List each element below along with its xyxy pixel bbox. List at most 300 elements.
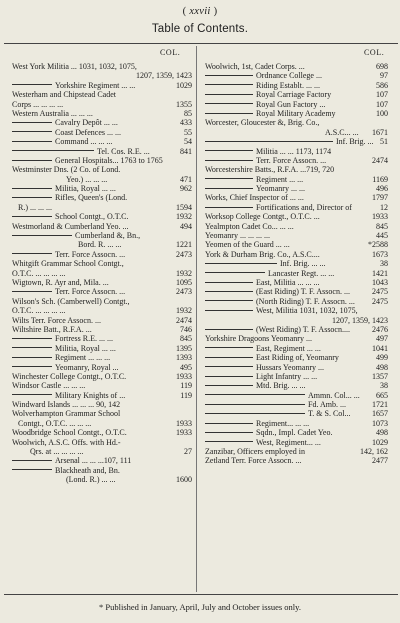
index-entry: [205, 184, 388, 193]
ditto-rule: [12, 291, 52, 292]
ditto-rule: [205, 291, 253, 292]
entry-label: Militia ... ... 1173, 1174: [205, 147, 331, 156]
entry-column-ref: 1355: [176, 99, 192, 109]
entry-label: Wolverhampton Grammar School: [12, 409, 121, 419]
ditto-rule: [205, 376, 253, 377]
entry-column-ref: 1932: [176, 268, 192, 278]
entry-column-ref: 845: [376, 221, 388, 231]
entry-label: Wigtown, R. Ayr and, Mila. ...: [12, 277, 109, 287]
entry-label: (East Riding) T. F. Assocn. ...: [205, 287, 350, 296]
entry-column-ref: 1932: [176, 306, 192, 316]
index-entry: [12, 287, 192, 296]
index-entry: [12, 334, 192, 343]
ditto-rule: [205, 432, 253, 433]
entry-column-ref: 1932: [176, 212, 192, 222]
entry-column-ref: 1673: [372, 249, 388, 259]
index-entry: [12, 409, 192, 418]
index-entry: [12, 212, 192, 221]
index-entry: [205, 400, 388, 409]
entry-label: Arsenal ... ... ...107, 111: [12, 456, 131, 465]
entry-column-ref: 55: [184, 127, 192, 137]
entry-label: Terr. Force Assocn. ...: [12, 287, 125, 296]
ditto-rule: [205, 357, 253, 358]
top-rule: [4, 43, 398, 44]
ditto-rule: [205, 394, 305, 395]
index-entry: [205, 278, 388, 287]
entry-column-ref: 499: [376, 353, 388, 363]
entry-column-ref: 471: [180, 174, 192, 184]
index-entry: [205, 269, 388, 278]
entry-label: Contgt., O.T.C. ... ... ...: [18, 418, 92, 428]
entry-label: Rifles, Queen's (Lond.: [12, 193, 127, 202]
index-entry: [205, 90, 388, 99]
index-entry: [205, 193, 388, 202]
entry-label: Yeomanry ... ...: [205, 184, 305, 193]
ditto-rule: [205, 272, 265, 273]
entry-column-ref: 1221: [176, 240, 192, 250]
ditto-rule: [12, 460, 52, 461]
entry-label: Hussars Yeomanry ...: [205, 363, 324, 372]
entry-column-ref: 2474: [176, 315, 192, 325]
bottom-rule: [4, 594, 398, 595]
index-entry: [12, 81, 192, 90]
entry-column-ref: 107: [376, 90, 388, 100]
entry-label: Worcester, Gloucester &, Brig. Co.,: [205, 118, 320, 128]
entry-label: T. & S. Col...: [205, 409, 351, 418]
ditto-rule: [205, 113, 253, 114]
entry-column-ref: 2474: [372, 155, 388, 165]
entry-column-ref: 1600: [176, 475, 192, 485]
entry-label: Regiment... ... ...: [205, 419, 309, 428]
index-entry: [205, 428, 388, 437]
index-entry: [12, 62, 192, 71]
index-entry: [12, 175, 192, 184]
ditto-rule: [205, 366, 253, 367]
index-entry: [12, 297, 192, 306]
entry-column-ref: 54: [184, 137, 192, 147]
entry-column-ref: 746: [180, 324, 192, 334]
entry-label: Lancaster Regt. ... ...: [205, 269, 334, 278]
index-entry: [12, 109, 192, 118]
entry-column-ref: 2475: [372, 296, 388, 306]
entry-column-ref: 2475: [372, 287, 388, 297]
index-entry: [205, 409, 388, 418]
entry-label: York & Durham Brig. Co., A.S.C....: [205, 249, 320, 259]
index-entry: [205, 363, 388, 372]
index-entry: [205, 250, 388, 259]
entry-label: Westmorland & Cumberland Yeo. ...: [12, 221, 129, 231]
index-entry: [12, 118, 192, 127]
entry-label: Mtd. Brig. ... ...: [205, 381, 306, 390]
ditto-rule: [205, 404, 305, 405]
entry-column-ref: 1671: [372, 127, 388, 137]
entry-label: (West Riding) T. F. Assocn....: [205, 325, 350, 334]
index-entry: [205, 334, 388, 343]
entry-label: Wilts Terr. Force Assocn. ...: [12, 315, 101, 325]
index-entry: [12, 353, 192, 362]
entry-label: Military Knights of ...: [12, 391, 125, 400]
index-entry: [205, 316, 388, 325]
entry-label: Royal Carriage Factory: [205, 90, 331, 99]
index-entry: [205, 62, 388, 71]
index-entry: [12, 428, 192, 437]
entry-column-ref: 119: [180, 381, 192, 391]
entry-label: Ammn. Col... ...: [205, 391, 360, 400]
entry-label: Windsor Castle ... ... ...: [12, 381, 86, 391]
ditto-rule: [12, 347, 52, 348]
index-entry: [205, 240, 388, 249]
entry-column-ref: 142, 162: [360, 447, 388, 457]
ditto-rule: [205, 423, 253, 424]
index-entry: [12, 419, 192, 428]
entry-label: Regiment ... ... ...: [12, 353, 110, 362]
index-entry: [12, 466, 192, 475]
entry-column-ref: 1029: [372, 437, 388, 447]
index-entry: [12, 203, 192, 212]
entry-label: General Hospitals... 1763 to 1765: [12, 156, 163, 165]
entry-column-ref: 498: [376, 362, 388, 372]
index-entry: [205, 175, 388, 184]
entry-label: Coast Defences ... ...: [12, 128, 121, 137]
index-entry: [12, 447, 192, 456]
entry-column-ref: 1041: [372, 343, 388, 353]
entry-label: Worksop College Contgt., O.T.C. ...: [205, 212, 320, 222]
index-entry: [205, 287, 388, 296]
entry-label: Qrs. at ... ... ... ...: [30, 447, 84, 457]
entry-column-ref: 2477: [372, 456, 388, 466]
column-divider: [196, 46, 197, 592]
ditto-rule: [205, 141, 333, 142]
index-entry: [12, 363, 192, 372]
ditto-rule: [12, 84, 52, 85]
entry-label: (Lond. R.) ... ...: [66, 475, 116, 485]
index-entry: [12, 400, 192, 409]
entry-column-ref: 1797: [372, 193, 388, 203]
entry-label: Light Infantry ... ...: [205, 372, 317, 381]
ditto-rule: [205, 310, 253, 311]
page-title: Table of Contents.: [151, 23, 249, 35]
ditto-rule: [12, 216, 52, 217]
index-entry: [205, 391, 388, 400]
ditto-rule: [205, 150, 253, 151]
ditto-rule: [205, 413, 305, 414]
entry-label: Yorkshire Dragoons Yeomanry ...: [205, 334, 312, 344]
entry-column-ref: 845: [180, 334, 192, 344]
left-index-column: [12, 62, 192, 485]
entry-label: Ordnance College ...: [205, 71, 322, 80]
entry-column-ref: 496: [376, 184, 388, 194]
index-entry: [205, 353, 388, 362]
index-entry: [205, 81, 388, 90]
index-entry: [205, 438, 388, 447]
entry-column-ref: 1421: [372, 268, 388, 278]
index-entry: [205, 71, 388, 80]
entry-label: Cumberland &, Bn.,: [12, 231, 140, 240]
right-column-header: COL.: [364, 48, 385, 57]
entry-column-ref: 97: [380, 71, 388, 81]
left-column-header: COL.: [160, 48, 181, 57]
entry-label: East Riding of, Yeomanry: [205, 353, 339, 362]
entry-label: Royal Military Academy: [205, 109, 336, 118]
entry-column-ref: 38: [380, 259, 388, 269]
entry-column-ref: 1395: [176, 343, 192, 353]
entry-column-ref: 698: [376, 62, 388, 71]
index-entry: [205, 259, 388, 268]
entry-label: Yeomen of the Guard ... ...: [205, 240, 290, 250]
entry-label: Militia, Royal ... ...: [12, 184, 116, 193]
index-entry: [12, 90, 192, 99]
index-entry: [205, 325, 388, 334]
ditto-rule: [205, 103, 253, 104]
ditto-rule: [12, 366, 52, 367]
ditto-rule: [205, 188, 253, 189]
entry-label: Fortress R.E. ... ...: [12, 334, 113, 343]
index-entry: [205, 381, 388, 390]
entry-label: Westerham and Chipstead Cadet: [12, 90, 116, 100]
entry-label: R.) ... ... ...: [18, 202, 52, 212]
entry-label: 1207, 1359, 1423: [136, 71, 192, 81]
entry-column-ref: 2476: [372, 324, 388, 334]
index-entry: [12, 250, 192, 259]
entry-column-ref: *2588: [368, 240, 388, 250]
entry-label: Worcestershire Batts., R.F.A. ...719, 720: [205, 165, 335, 175]
ditto-rule: [12, 394, 52, 395]
right-index-column: [205, 62, 388, 466]
entry-label: Terr. Force Assocn. ...: [12, 250, 125, 259]
index-entry: [205, 222, 388, 231]
entry-label: Woolwich, 1st, Cadet Corps. ...: [205, 62, 305, 71]
index-entry: [205, 137, 388, 146]
entry-label: Woolwich, A.S.C. Offs. with Hd.-: [12, 437, 121, 447]
ditto-rule: [12, 469, 52, 470]
entry-column-ref: 1594: [176, 202, 192, 212]
entry-column-ref: 586: [376, 80, 388, 90]
index-entry: [205, 297, 388, 306]
entry-label: East, Regiment ... ...: [205, 344, 321, 353]
entry-column-ref: 1095: [176, 277, 192, 287]
index-entry: [12, 165, 192, 174]
ditto-rule: [12, 197, 52, 198]
entry-label: Blackheath and, Bn.: [12, 466, 120, 475]
ditto-rule: [12, 235, 72, 236]
ditto-rule: [12, 338, 52, 339]
index-entry: [12, 456, 192, 465]
index-entry: [12, 231, 192, 240]
entry-column-ref: 1357: [372, 371, 388, 381]
entry-label: School Contgt., O.T.C.: [12, 212, 128, 221]
entry-column-ref: 1933: [372, 212, 388, 222]
entry-column-ref: 1657: [372, 409, 388, 419]
entry-column-ref: 1933: [176, 371, 192, 381]
index-entry: [205, 231, 388, 240]
entry-label: Western Australia ... ... ...: [12, 108, 93, 118]
entry-label: Works, Chief Inspector of ... ...: [205, 193, 304, 203]
entry-label: Corps ... ... ... ...: [12, 99, 64, 109]
entry-label: A.S.C... ...: [325, 127, 359, 137]
index-entry: [205, 419, 388, 428]
index-entry: [205, 344, 388, 353]
index-entry: [12, 306, 192, 315]
index-entry: [205, 109, 388, 118]
ditto-rule: [205, 329, 253, 330]
entry-label: Woodbridge School Contgt., O.T.C.: [12, 428, 127, 438]
entry-label: Bord. R. ... ...: [78, 240, 122, 250]
entry-column-ref: 85: [184, 108, 192, 118]
index-entry: [205, 203, 388, 212]
entry-column-ref: 2473: [176, 287, 192, 297]
index-entry: [205, 156, 388, 165]
entry-label: O.T.C. ... ... ... ...: [12, 306, 66, 316]
index-entry: [205, 128, 388, 137]
entry-label: Inf. Brig. ...: [205, 137, 374, 146]
index-entry: [12, 344, 192, 353]
index-entry: [12, 100, 192, 109]
entry-column-ref: 1933: [176, 418, 192, 428]
page-number: ( xxvii ): [182, 6, 218, 17]
entry-label: Wiltshire Batt., R.F.A. ...: [12, 324, 92, 334]
entry-column-ref: 1029: [176, 80, 192, 90]
ditto-rule: [12, 188, 52, 189]
entry-column-ref: 107: [376, 99, 388, 109]
entry-label: O.T.C. ... ... ... ...: [12, 268, 66, 278]
index-entry: [12, 222, 192, 231]
index-entry: [12, 278, 192, 287]
ditto-rule: [12, 357, 52, 358]
index-entry: [205, 447, 388, 456]
index-entry: [12, 438, 192, 447]
index-entry: [205, 212, 388, 221]
entry-label: Sqdn., Impl. Cadet Yeo.: [205, 428, 332, 437]
entry-label: 1207, 1359, 1423: [332, 315, 388, 325]
ditto-rule: [205, 178, 253, 179]
entry-label: Regiment ... ...: [205, 175, 303, 184]
entry-label: Yeomanry, Royal ...: [12, 363, 119, 372]
entry-column-ref: 497: [376, 334, 388, 344]
entry-label: West York Militia ... 1031, 1032, 1075,: [12, 62, 137, 71]
entry-label: Terr. Force Assocn. ...: [205, 156, 326, 165]
entry-column-ref: 51: [380, 137, 388, 147]
entry-label: Winchester College Contgt., O.T.C.: [12, 371, 127, 381]
entry-label: Westminster Dns. (2 Co. of Lond.: [12, 165, 121, 175]
entry-label: Royal Gun Factory ...: [205, 100, 325, 109]
ditto-rule: [205, 94, 253, 95]
entry-label: Yeo.) ... ... ...: [66, 174, 108, 184]
entry-column-ref: 494: [180, 221, 192, 231]
entry-label: West, Regiment... ...: [205, 438, 321, 447]
ditto-rule: [12, 253, 52, 254]
entry-column-ref: 27: [184, 447, 192, 457]
entry-label: Yealmpton Cadet Co... ... ...: [205, 221, 294, 231]
entry-label: Zanzibar, Officers employed in: [205, 447, 305, 457]
index-entry: [12, 137, 192, 146]
ditto-rule: [205, 385, 253, 386]
ditto-rule: [205, 160, 253, 161]
entry-label: Windward Islands ... ... ... 90, 142: [12, 400, 121, 410]
entry-column-ref: 38: [380, 381, 388, 391]
entry-column-ref: 119: [180, 390, 192, 400]
entry-label: Whitgift Grammar School Contgt.,: [12, 259, 124, 269]
entry-label: Command ... ... ...: [12, 137, 112, 146]
index-entry: [12, 381, 192, 390]
index-entry: [12, 128, 192, 137]
entry-column-ref: 1073: [372, 418, 388, 428]
index-entry: [205, 306, 388, 315]
index-entry: [12, 259, 192, 268]
index-entry: [12, 184, 192, 193]
ditto-rule: [205, 263, 277, 264]
index-entry: [12, 156, 192, 165]
index-entry: [12, 269, 192, 278]
index-entry: [12, 316, 192, 325]
entry-column-ref: 962: [180, 184, 192, 194]
ditto-rule: [12, 150, 94, 151]
index-entry: [205, 372, 388, 381]
entry-column-ref: 665: [376, 390, 388, 400]
entry-label: Inf. Brig. ... ...: [205, 259, 326, 268]
index-entry: [205, 100, 388, 109]
entry-label: Fortifications and, Director of: [205, 203, 352, 212]
index-entry: [205, 118, 388, 127]
entry-label: Yorkshire Regiment ... ...: [12, 81, 135, 90]
index-entry: [12, 475, 192, 484]
entry-column-ref: 495: [180, 362, 192, 372]
entry-label: West, Militia 1031, 1032, 1075,: [205, 306, 358, 315]
entry-label: Militia, Royal ... ...: [12, 344, 116, 353]
entry-label: Wilson's Sch. (Camberwell) Contgt.,: [12, 296, 130, 306]
index-entry: [12, 193, 192, 202]
entry-column-ref: 1043: [372, 277, 388, 287]
index-entry: [205, 147, 388, 156]
ditto-rule: [205, 441, 253, 442]
entry-column-ref: 2473: [176, 249, 192, 259]
entry-column-ref: 498: [376, 428, 388, 438]
ditto-rule: [12, 141, 52, 142]
ditto-rule: [205, 282, 253, 283]
entry-label: (North Riding) T. F. Assocn. ...: [205, 297, 355, 306]
index-entry: [205, 165, 388, 174]
footnote: * Published in January, April, July and October issues only.: [99, 602, 301, 612]
index-entry: [12, 372, 192, 381]
entry-label: Zetland Terr. Force Assocn. ...: [205, 456, 302, 466]
entry-column-ref: 1933: [176, 428, 192, 438]
entry-label: Tel. Cos. R.E. ...: [12, 147, 150, 156]
index-entry: [12, 325, 192, 334]
entry-label: Fd. Amb. ...: [205, 400, 346, 409]
entry-column-ref: 1721: [372, 400, 388, 410]
index-entry: [12, 391, 192, 400]
index-entry: [12, 240, 192, 249]
ditto-rule: [12, 122, 52, 123]
entry-label: Riding Establt. ... ...: [205, 81, 320, 90]
ditto-rule: [205, 84, 253, 85]
ditto-rule: [205, 207, 253, 208]
ditto-rule: [12, 131, 52, 132]
ditto-rule: [205, 75, 253, 76]
index-entry: [205, 456, 388, 465]
entry-column-ref: 12: [380, 202, 388, 212]
entry-column-ref: 1393: [176, 353, 192, 363]
ditto-rule: [12, 160, 52, 161]
entry-column-ref: 445: [376, 231, 388, 241]
index-entry: [12, 147, 192, 156]
entry-column-ref: 841: [180, 146, 192, 156]
entry-column-ref: 433: [180, 118, 192, 128]
entry-label: East, Militia ... ... ...: [205, 278, 320, 287]
ditto-rule: [205, 300, 253, 301]
entry-column-ref: 100: [376, 108, 388, 118]
index-entry: [12, 71, 192, 80]
entry-label: Cavalry Depôt ... ...: [12, 118, 118, 127]
